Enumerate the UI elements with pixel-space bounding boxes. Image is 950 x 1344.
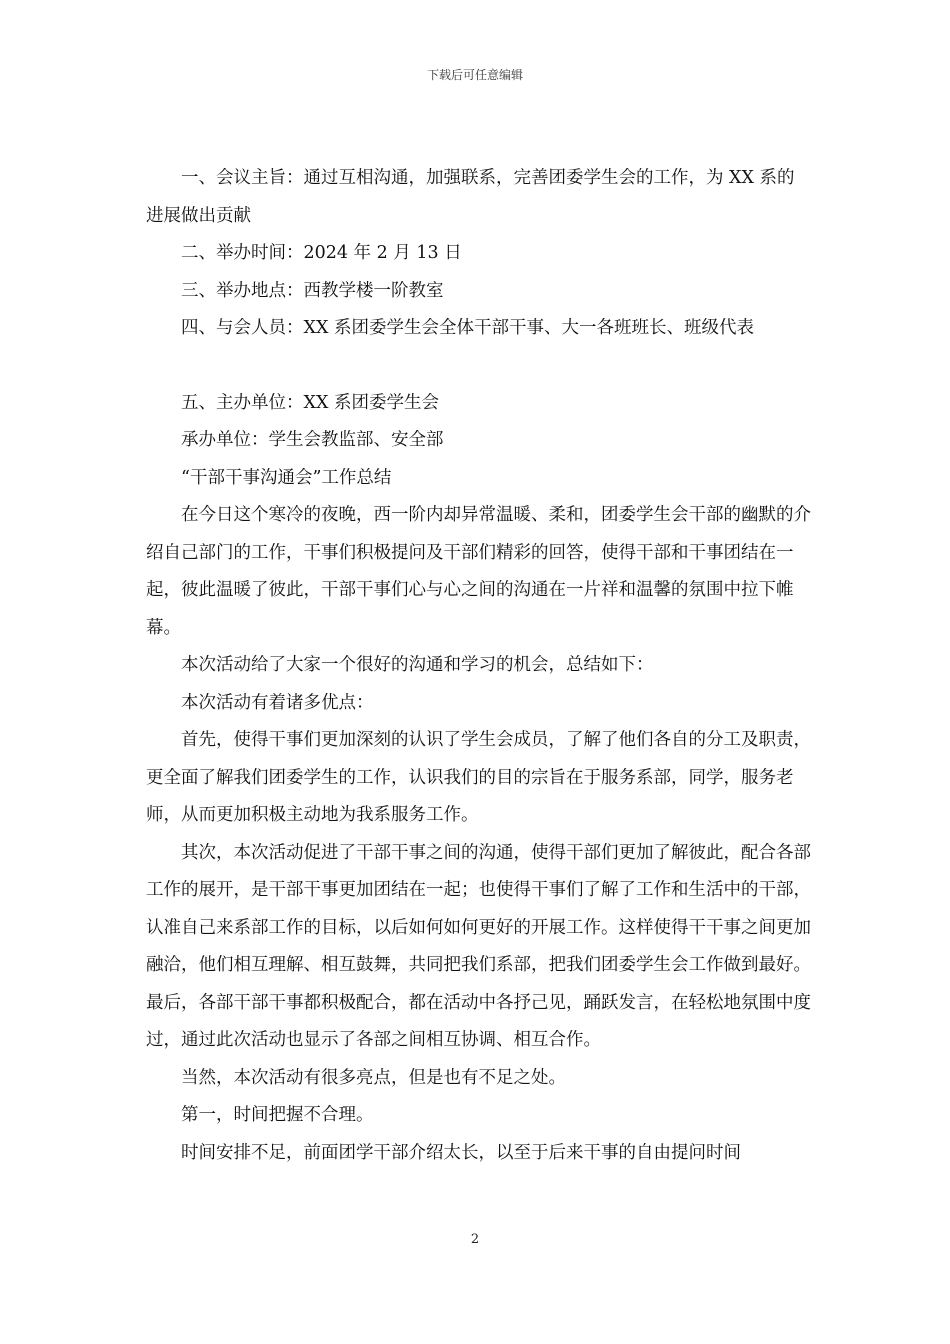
page-header: 下载后可任意编辑 [426, 68, 523, 82]
paragraph-organizer: 五、主办单位：XX 系团委学生会 [181, 392, 439, 413]
paragraph-meeting-location: 三、举办地点：西教学楼一阶教室 [181, 280, 444, 301]
paragraph-shortcoming-one: 第一，时间把握不合理。 [181, 1105, 374, 1125]
paragraph-second-point: 其次，本次活动促进了干部干事之间的沟通，使得干部们更加了解彼此，配合各部工作的展开，是干部干事更加团结在一起；也使得干事们了解了工作和生活中的干部，认准自己来系部工作的目标，以后如何如何更好的开展工作。这样使得干干事之间更加融洽，他们相互理解、相互鼓舞，共同把我们系部，把我们团委学生会工作做到最好。最后，各部干部干事都积极配合，都在活动中各抒己见，踊跃发言，在轻松地氛围中度过，通过此次活动也显示了各部之间相互协调、相互合作。 [146, 842, 811, 1050]
paragraph-advantages-intro: 本次活动有着诸多优点： [181, 692, 374, 713]
paragraph-summary-intro: 本次活动给了大家一个很好的沟通和学习的机会，总结如下： [181, 655, 654, 675]
paragraph-meeting-purpose: 一、会议主旨：通过互相沟通，加强联系，完善团委学生会的工作，为 XX 系的进展做出贡献 [146, 168, 795, 226]
paragraph-shortcomings-intro: 当然，本次活动有很多亮点，但是也有不足之处。 [181, 1067, 566, 1088]
paragraph-time-detail: 时间安排不足，前面团学干部介绍太长，以至于后来干事的自由提问时间 [181, 1142, 741, 1163]
paragraph-attendees: 四、与会人员：XX 系团委学生会全体干部干事、大一各班班长、班级代表 [181, 318, 754, 338]
paragraph-first-point: 首先，使得干事们更加深刻的认识了学生会成员，了解了他们各自的分工及职责，更全面了解我们团委学生的工作，认识我们的目的宗旨在于服务系部，同学，服务老师，从而更加积极主动地为我系服务工作。 [146, 730, 811, 825]
paragraph-summary-title: “干部干事沟通会”工作总结 [181, 467, 392, 488]
paragraph-spacer [146, 348, 811, 385]
paragraph-evening-description: 在今日这个寒冷的夜晚，西一阶内却异常温暖、柔和，团委学生会干部的幽默的介绍自己部门的工作，干事们积极提问及干部们精彩的回答，使得干部和干事团结在一起，彼此温暖了彼此，干部干事们心与心之间的沟通在一片祥和温馨的氛围中拉下帷幕。 [146, 505, 811, 638]
document-body [146, 160, 811, 1172]
paragraph-co-organizer: 承办单位：学生会教监部、安全部 [181, 430, 444, 450]
page-number: 2 [470, 1232, 480, 1247]
paragraph-meeting-time: 二、举办时间：2024 年 2 月 13 日 [181, 243, 462, 263]
